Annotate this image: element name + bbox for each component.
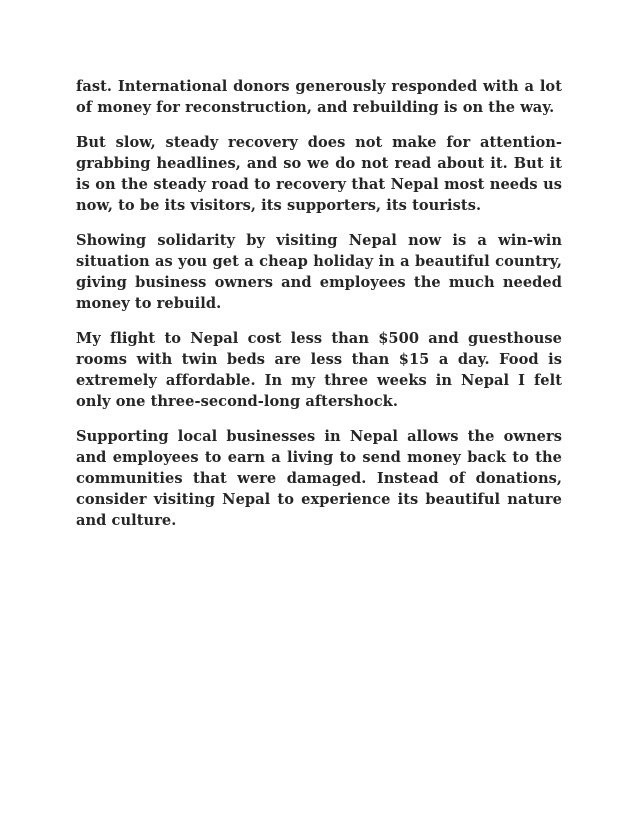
- paragraph-2: But slow, steady recovery does not make for attention-grabbing headlines, and so we do not read about it. But it is on the steady road to recovery that Nepal most needs us now, to be its visitors, its supporters, its tourists.: [76, 134, 562, 214]
- paragraph-1: fast. International donors generously responded with a lot of money for reconstruction, and rebuilding is on the way.: [76, 78, 562, 116]
- document-body: [76, 76, 562, 545]
- paragraph-4: My flight to Nepal cost less than $500 and guesthouse rooms with twin beds are less than $15 a day. Food is extremely affordable. In my three weeks in Nepal I felt only one three-second-long aftershock.: [76, 330, 562, 410]
- paragraph-5: Supporting local businesses in Nepal allows the owners and employees to earn a living to send money back to the communities that were damaged. Instead of donations, consider visiting Nepal to experience its beautiful nature and culture.: [76, 428, 562, 529]
- paragraph-3: Showing solidarity by visiting Nepal now is a win-win situation as you get a cheap holiday in a beautiful country, giving business owners and employees the much needed money to rebuild.: [76, 232, 562, 312]
